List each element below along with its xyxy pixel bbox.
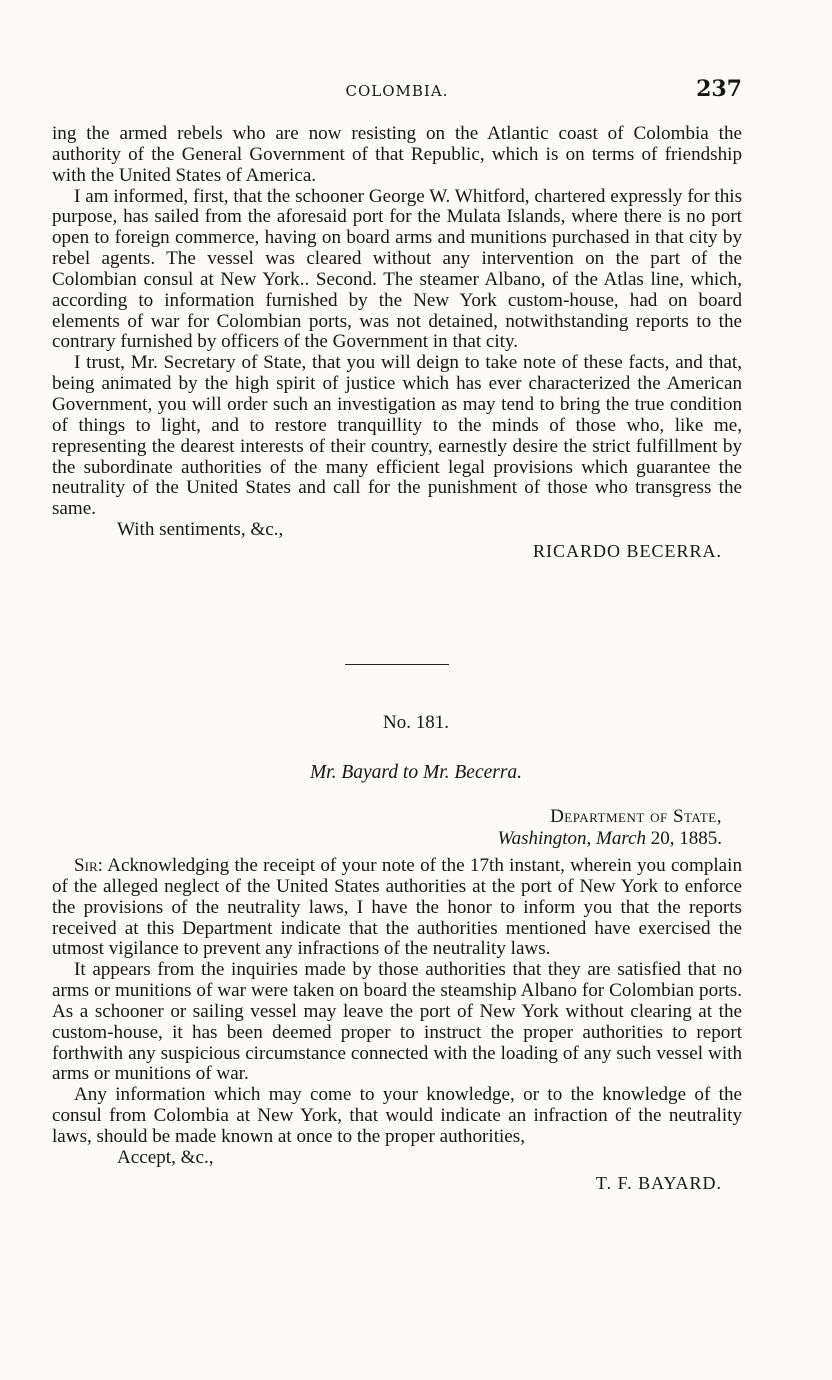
date: 20, 1885.: [650, 828, 722, 849]
letter1-closing: With sentiments, &c.,: [117, 519, 284, 541]
letter1-paragraph-1: ing the armed rebels who are now resisting on the Atlantic coast of Colombia the authority of the General Government of that Republic, which is on terms of friendship with the United States of America.: [52, 123, 742, 186]
letter2-paragraph-2: It appears from the inquiries made by those authorities that they are satisfied that no arms or munitions of war were taken on board the steamship Albano for Colombian ports. As a schooner or sailing vessel may leave the port of New York without clearing at the custom-house, it has been deemed proper to instruct the proper authorities to report forthwith any suspicious circumstance connected with the loading of any such vessel with arms or munitions of war.: [52, 959, 742, 1085]
letter2-paragraph-1-text: Acknowledging the receipt of your note of the 17th instant, wherein you complain of the alleged neglect of the United States authorities at the port of New York to enforce the provisions of the neutrality laws, I have the honor to inform you that the reports received at this Department indicate that the authorities mentioned have exercised the utmost vigilance to prevent any infractions of the neutrality laws.: [52, 855, 742, 960]
letter1-signature: RICARDO BECERRA.: [532, 540, 722, 561]
place: Washington, March: [497, 828, 646, 849]
salutation: Sir:: [74, 855, 103, 876]
page-number: 237: [696, 76, 742, 102]
place-date: [498, 828, 722, 850]
dateline: [498, 806, 722, 850]
letter2-paragraph-3: Any information which may come to your knowledge, or to the knowledge of the consul from Colombia at New York, that would indicate an infraction of the neutrality laws, should be made known at once to the proper authorities,: [52, 1084, 742, 1147]
letter-bayard-body: [52, 856, 742, 1194]
section-divider: [345, 664, 449, 665]
running-title: COLOMBIA.: [345, 82, 449, 100]
letter2-signature: T. F. BAYARD.: [595, 1172, 722, 1193]
letter-heading: Mr. Bayard to Mr. Becerra.: [309, 762, 523, 783]
running-head: [52, 76, 742, 104]
letter1-paragraph-2: I am informed, first, that the schooner George W. Whitford, chartered expressly for this purpose, has sailed from the aforesaid port for the Mulata Islands, where there is no port open to foreign commerce, having on board arms and munitions purchased in that city by rebel agents. The vessel was cleared without any intervention on the part of the Colombian consul at New York.. Second. The steamer Albano, of the Atlas line, which, according to information furnished by the New York custom-house, had on board elements of war for Colombian ports, was not detained, notwithstanding reports to the contrary furnished by officers of the Government in that city.: [52, 185, 742, 353]
document-number: No. 181.: [383, 712, 449, 733]
letter2-closing: Accept, &c.,: [117, 1146, 214, 1168]
letter2-paragraph-1: [52, 856, 742, 960]
department-name: Department of State,: [550, 806, 722, 827]
letter1-paragraph-3: I trust, Mr. Secretary of State, that you will deign to take note of these facts, and that, being animated by the high spirit of justice which has ever characterized the American Government, you will order such an investigation as may tend to bring the true condition of things to light, and to restore tranquillity to the minds of those who, like me, representing the dearest interests of their country, earnestly desire the strict fulfillment by the subordinate authorities of the many efficient legal provisions which guarantee the neutrality of the United States and call for the punishment of those who transgress the same.: [52, 352, 742, 520]
letter-becerra-body: [52, 124, 742, 562]
